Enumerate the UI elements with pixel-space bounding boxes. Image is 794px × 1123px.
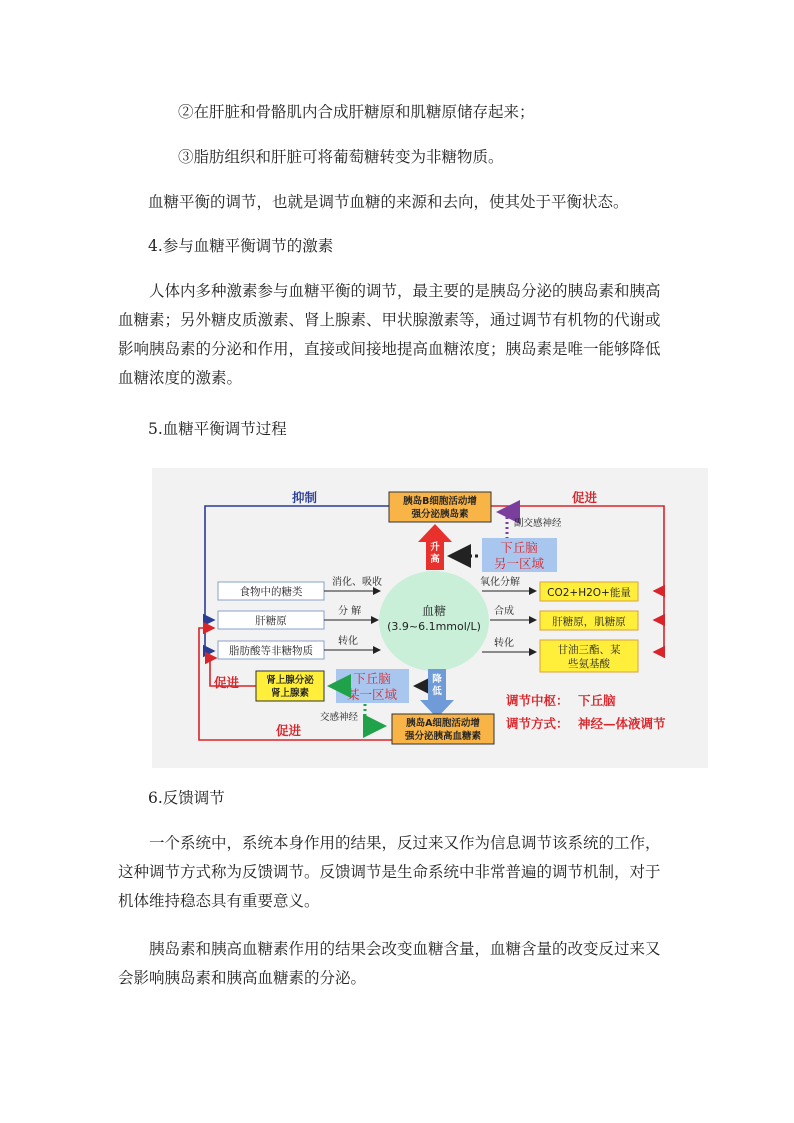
dest-energy-label: CO2+H2O+能量 <box>547 587 631 599</box>
paragraph-6a-line: 机体维持稳态具有重要意义。 <box>118 892 320 910</box>
paragraph-6a-line: 这种调节方式称为反馈调节。反馈调节是生命系统中非常普遍的调节机制，对于 <box>118 863 661 881</box>
rise-arrow-label: 高 <box>430 554 440 565</box>
paragraph-4 <box>118 277 688 393</box>
list-item-3: ③脂肪组织和肝脏可将葡萄糖转变为非糖物质。 <box>178 148 504 166</box>
oxidize-label: 氧化分解 <box>480 577 520 588</box>
paragraph-6a-line: 一个系统中，系统本身作用的结果，反过来又作为信息调节该系统的工作， <box>149 834 661 852</box>
dest-glycogen-label: 肝糖原，肌糖原 <box>552 616 626 628</box>
heading-4: 4.参与血糖平衡调节的激素 <box>148 237 334 255</box>
paragraph-6b-line: 会影响胰岛素和胰高血糖素的分泌。 <box>118 969 367 987</box>
adrenal-label: 肾上腺素 <box>270 688 310 699</box>
paragraph-4-line: 血糖素；另外糖皮质激素、肾上腺素、甲状腺激素等，通过调节有机物的代谢或 <box>118 311 661 329</box>
beta-cell-label: 胰岛B细胞活动增 <box>403 496 477 507</box>
promote-label-top: 促进 <box>572 490 598 505</box>
promote-label-left: 促进 <box>214 675 240 690</box>
adrenal-label: 肾上腺分泌 <box>266 675 314 686</box>
dest-other-label: 甘油三酯、某 <box>557 644 621 656</box>
parasympathetic-arrow <box>499 512 507 539</box>
paragraph-4-line: 人体内多种激素参与血糖平衡的调节，最主要的是胰岛分泌的胰岛素和胰高 <box>149 282 661 300</box>
sympathetic-label: 交感神经 <box>320 712 359 723</box>
list-item-2: ②在肝脏和骨骼肌内合成肝糖原和肌糖原储存起来； <box>178 103 535 121</box>
beta-cell-label: 强分泌胰岛素 <box>411 509 469 520</box>
regulation-center-note-label: 调节中枢： <box>506 693 569 708</box>
source-nonsugar-label: 脂肪酸等非糖物质 <box>229 645 313 657</box>
sympathetic-arrow <box>365 704 384 726</box>
convert-out-label: 转化 <box>494 638 514 649</box>
blood-glucose-range: (3.9~6.1mmol/L) <box>387 620 481 633</box>
promote-label-bottom: 促进 <box>276 723 302 738</box>
paragraph-6a <box>118 829 688 916</box>
fall-arrow-label: 低 <box>432 686 442 697</box>
hypothalamus-lower-label: 下丘脑 <box>353 671 391 686</box>
fall-arrow-label: 降 <box>432 674 442 685</box>
inhibit-label: 抑制 <box>292 490 318 505</box>
source-food-label: 食物中的糖类 <box>239 586 303 598</box>
hypothalamus-upper-label: 下丘脑 <box>500 540 538 555</box>
convert-in-label: 转化 <box>338 636 358 647</box>
paragraph-6b <box>118 935 688 993</box>
regulation-mode-note-label: 调节方式： <box>506 716 569 731</box>
blood-glucose-regulation-diagram <box>152 468 708 768</box>
rise-arrow-label: 升 <box>430 542 440 553</box>
source-glycogen-label: 肝糖原 <box>255 615 287 627</box>
decompose-label: 分 解 <box>338 606 362 617</box>
summary-sentence: 血糖平衡的调节，也就是调节血糖的来源和去向，使其处于平衡状态。 <box>148 193 629 211</box>
regulation-center-note-value: 下丘脑 <box>578 693 616 708</box>
synthesize-label: 合成 <box>494 606 514 617</box>
alpha-cell-label: 强分泌胰高血糖素 <box>404 731 482 742</box>
heading-5: 5.血糖平衡调节过程 <box>148 420 287 438</box>
hypothalamus-upper-label: 另一区域 <box>493 556 545 571</box>
paragraph-4-line: 血糖浓度的激素。 <box>118 369 243 387</box>
heading-6: 6.反馈调节 <box>148 789 225 807</box>
paragraph-4-line: 影响胰岛素的分泌和作用，直接或间接地提高血糖浓度；胰岛素是唯一能够降低 <box>118 340 661 358</box>
diagram-svg <box>152 468 708 768</box>
parasympathetic-label: 副交感神经 <box>514 518 562 529</box>
hypothalamus-lower-label: 某一区域 <box>346 687 398 702</box>
regulation-mode-note-value: 神经—体液调节 <box>578 716 666 731</box>
blood-glucose-label: 血糖 <box>421 604 447 618</box>
alpha-cell-label: 胰岛A细胞活动增 <box>406 718 480 729</box>
digest-label: 消化、吸收 <box>332 577 382 588</box>
paragraph-6b-line: 胰岛素和胰高血糖素作用的结果会改变血糖含量，血糖含量的改变反过来又 <box>149 940 661 958</box>
dest-other-label: 些氨基酸 <box>568 658 610 670</box>
